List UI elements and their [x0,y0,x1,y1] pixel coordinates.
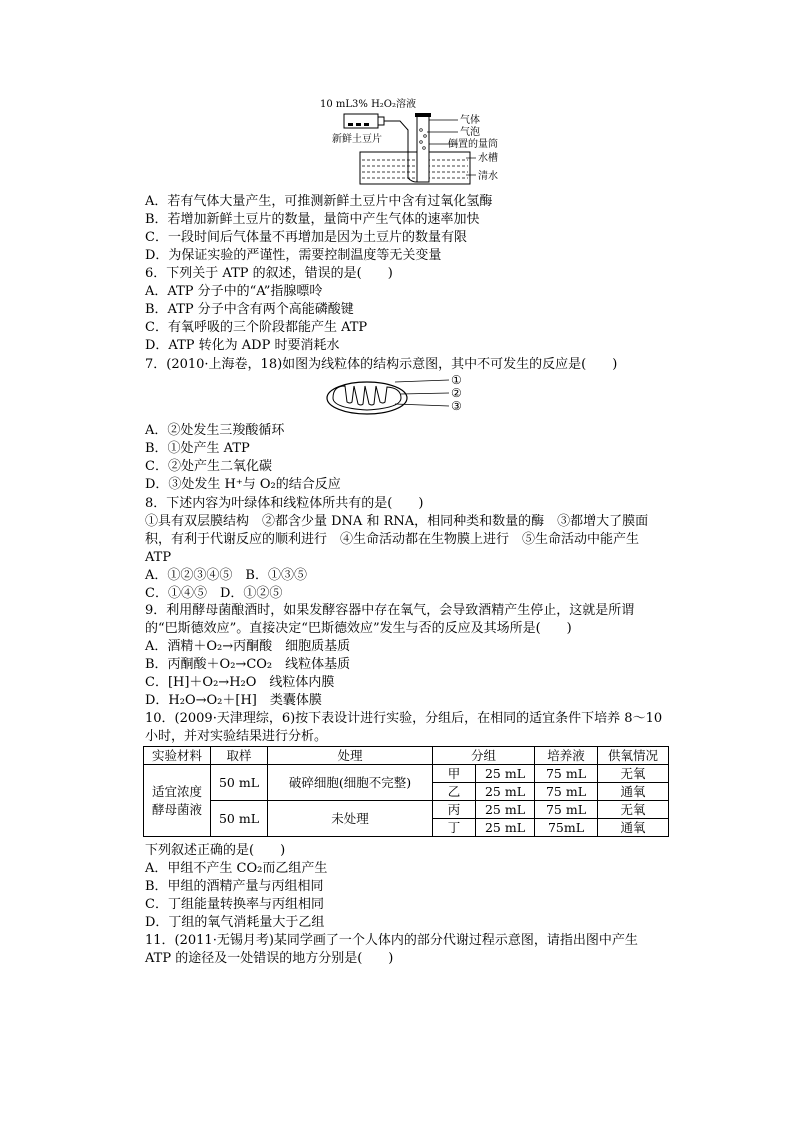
group-cell: 丙 [433,801,476,819]
question-stem: ATP 的途径及一处错误的地方分别是( ) [145,951,394,966]
group-cell: 乙 [433,783,476,801]
options-row: C．①④⑤ D．①②⑤ [145,586,283,601]
option-d: D．ATP 转化为 ADP 时要消耗水 [145,338,340,353]
question-8 [145,495,675,603]
question-9 [145,602,675,710]
oxygen-cell: 通氧 [598,819,669,837]
inner-membrane-cristae [333,386,401,410]
oxygen-cell: 通氧 [598,783,669,801]
group-cell: 甲 [433,765,476,783]
water-tank [360,152,470,184]
option-c: C．有氧呼吸的三个阶段都能产生 ATP [145,320,368,335]
solution-label: 10 mL3% H₂O₂溶液 [320,99,417,110]
option-d: D．③处发生 H⁺与 O₂的结合反应 [145,477,341,492]
table-header-row [144,747,669,765]
question-11 [145,932,675,968]
question-body: ①具有双层膜结构 ②都含少量 DNA 和 RNA，相同种类和数量的酶 ③都增大了膜面 [145,514,649,529]
header-cell: 供氧情况 [598,747,669,765]
question-body: 积，有利于代谢反应的顺利进行 ④生命活动都在生物膜上进行 ⑤生命活动中能产生 [145,532,640,547]
question-stem: 6．下列关于 ATP 的叙述，错误的是( ) [145,266,393,281]
potato-slice [356,123,361,126]
option-c: C．②处产生二氧化碳 [145,459,272,474]
question-stem: 11．(2011·无锡月考)某同学画了一个人体内的部分代谢过程示意图，请指出图中产生 [145,933,638,948]
header-cell: 分组 [433,747,535,765]
cylinder-base [415,113,431,117]
option-a: A．甲组不产生 CO₂而乙组产生 [145,861,328,876]
option-d: D．为保证实验的严谨性，需要控制温度等无关变量 [145,248,442,263]
tank-label: 水槽 [478,153,498,164]
question-body: ATP [145,550,172,565]
header-cell: 处理 [268,747,433,765]
question-10-options [145,842,675,932]
gas-label: 气体 [460,115,480,126]
medium-cell: 75 mL [535,783,598,801]
experiment-table-wrapper [143,746,669,837]
material-line: 酵母菌液 [151,801,202,817]
option-d: D．H₂O→O₂＋[H] 类囊体膜 [145,693,322,708]
label-2: ② [451,386,462,400]
option-c: C．[H]＋O₂→H₂O 线粒体内膜 [145,675,335,690]
question-stem: 8．下述内容为叶绿体和线粒体所共有的是( ) [145,496,424,511]
option-a: A．若有气体大量产生，可推测新鲜土豆片中含有过氧化氢酶 [145,194,493,209]
table-row [144,801,669,819]
option-a: A．ATP 分子中的“A”指腺嘌呤 [145,284,323,299]
group-cell: 丁 [433,819,476,837]
question-5-options [145,193,675,265]
option-b: B．丙酮酸＋O₂→CO₂ 线粒体基质 [145,657,351,672]
mitochondrion-figure [325,370,475,420]
question-10-stem [145,710,675,746]
bubble-label: 气泡 [460,127,480,138]
sample-cell: 50 mL [211,765,268,801]
treatment-cell: 破碎细胞(细胞不完整) [268,765,433,801]
oxygen-cell: 无氧 [598,801,669,819]
experiment-table [143,746,669,837]
experiment-apparatus-figure [316,96,516,188]
option-a: A．酒精＋O₂→丙酮酸 细胞质基质 [145,639,351,654]
treatment-cell: 未处理 [268,801,433,837]
question-stem: 9．利用酵母菌酿酒时，如果发酵容器中存在氧气，会导致酒精产生停止，这就是所谓 [145,603,635,618]
oxygen-cell: 无氧 [598,765,669,783]
potato-label: 新鲜土豆片 [332,134,382,145]
medium-cell: 75 mL [535,801,598,819]
cylinder-label: 倒置的量筒 [448,139,498,150]
option-b: B．若增加新鲜土豆片的数量，量筒中产生气体的速率加快 [145,212,480,227]
question-stem: 的“巴斯德效应”。直接决定“巴斯德效应”发生与否的反应及其场所是( ) [145,621,572,636]
option-d: D．丁组的氧气消耗量大于乙组 [145,915,325,930]
option-c: C．丁组能量转换率与丙组相同 [145,897,324,912]
label-3: ③ [451,399,462,413]
medium-cell: 75 mL [535,765,598,783]
material-cell [144,765,211,837]
potato-slice [364,123,369,126]
amount-cell: 25 mL [476,819,535,837]
amount-cell: 25 mL [476,765,535,783]
question-stem: 10．(2009·天津理综，6)按下表设计进行实验，分组后，在相同的适宜条件下培养 8～10 [145,711,663,726]
option-b: B．①处产生 ATP [145,441,250,456]
option-b: B．甲组的酒精产量与丙组相同 [145,879,324,894]
material-line: 适宜浓度 [151,783,202,799]
label-1: ① [451,373,462,387]
option-c: C．一段时间后气体量不再增加是因为土豆片的数量有限 [145,230,467,245]
flask-neck [378,117,384,125]
amount-cell: 25 mL [476,783,535,801]
header-cell: 培养液 [535,747,598,765]
options-row: A．①②③④⑤ B．①③⑤ [145,568,307,583]
amount-cell: 25 mL [476,801,535,819]
question-stem: 7．(2010·上海卷，18)如图为线粒体的结构示意图，其中不可发生的反应是( ) [145,357,618,372]
question-7-options [145,422,675,494]
question-6 [145,265,675,355]
question-prompt: 下列叙述正确的是( ) [145,843,286,858]
option-a: A．②处发生三羧酸循环 [145,423,285,438]
sample-cell: 50 mL [211,801,268,837]
water-label: 清水 [478,171,498,182]
header-cell: 实验材料 [144,747,211,765]
potato-slice [348,123,353,126]
option-b: B．ATP 分子中含有两个高能磷酸键 [145,302,354,317]
header-cell: 取样 [211,747,268,765]
table-row [144,765,669,783]
question-7-stem [145,356,675,374]
question-stem: 小时，并对实验结果进行分析。 [145,729,328,744]
medium-cell: 75mL [535,819,598,837]
